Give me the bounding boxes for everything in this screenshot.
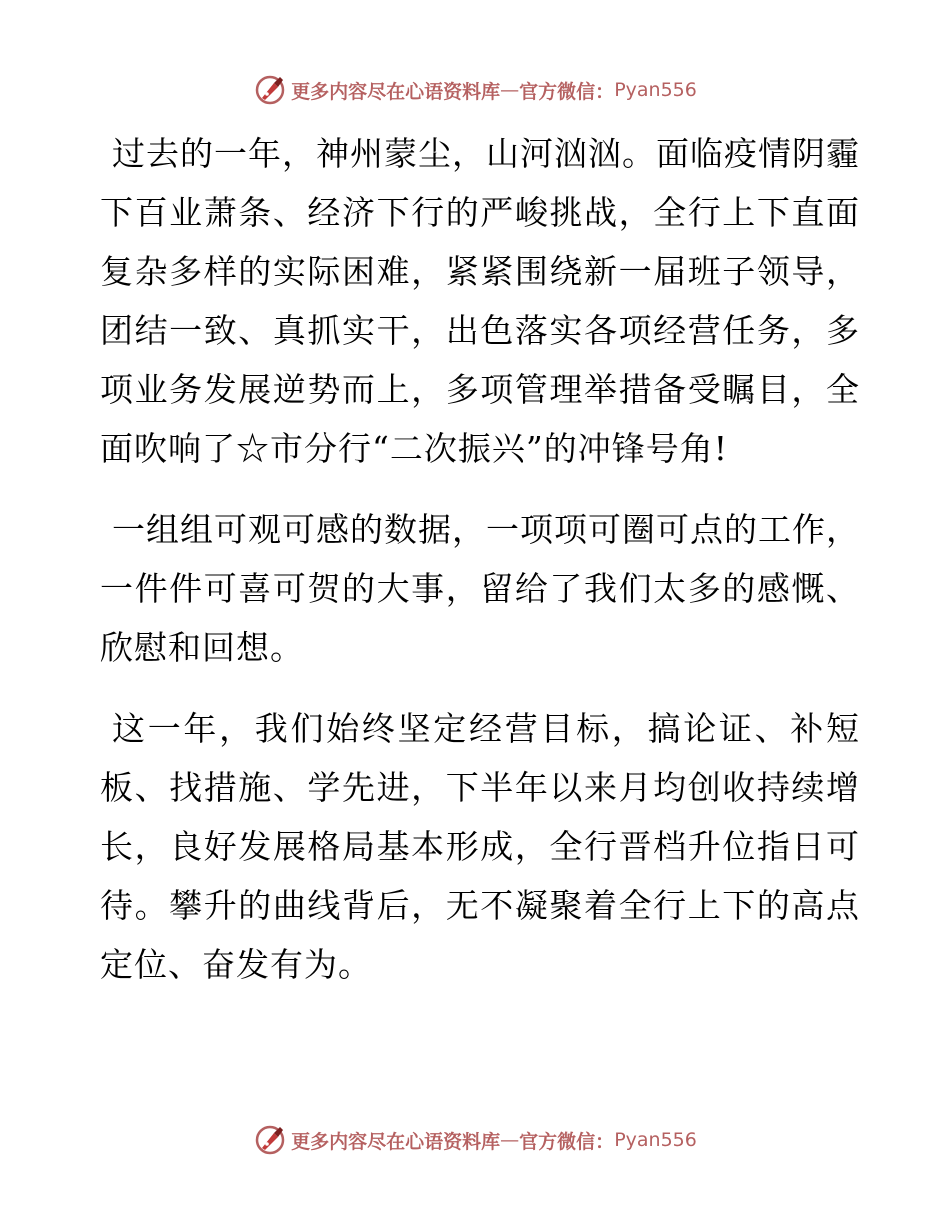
header-separator: —: [500, 79, 520, 101]
paragraph-1: 过去的一年，神州蒙尘，山河汹汹。面临疫情阴霾下百业萧条、经济下行的严峻挑战，全行上下直面复杂多样的实际困难，紧紧围绕新一届班子领导，团结一致、真抓实干，出色落实各项经营任务，多项业务发展逆势而上，多项管理举措备受瞩目，全面吹响了☆市分行“二次振兴”的冲锋号角!: [100, 134, 860, 468]
paragraph-2: 一组组可观可感的数据，一项项可圈可点的工作，一件件可喜可贺的大事，留给了我们太多的感慨、欣慰和回想。: [100, 510, 860, 667]
header-wechat-id: Pyan556: [614, 79, 697, 101]
pen-nib-logo-icon: [253, 1123, 287, 1157]
paragraph-3: 这一年，我们始终坚定经营目标，搞论证、补短板、找措施、学先进，下半年以来月均创收持续增长，良好发展格局基本形成，全行晋档升位指日可待。攀升的曲线背后，无不凝聚着全行上下的高点定位、奋发有为。: [100, 709, 860, 984]
header-wechat-label: 官方微信：: [519, 80, 615, 103]
footer-banner: [0, 1120, 950, 1160]
footer-wechat-id: Pyan556: [614, 1129, 697, 1151]
footer-wechat-label: 官方微信：: [519, 1130, 615, 1153]
footer-promo-text: 更多内容尽在心语资料库: [291, 1130, 501, 1153]
header-promo-text: 更多内容尽在心语资料库: [291, 80, 501, 103]
document-body: [100, 124, 860, 1016]
header-banner: [0, 70, 950, 110]
pen-nib-logo-icon: [253, 73, 287, 107]
footer-separator: —: [500, 1129, 520, 1151]
